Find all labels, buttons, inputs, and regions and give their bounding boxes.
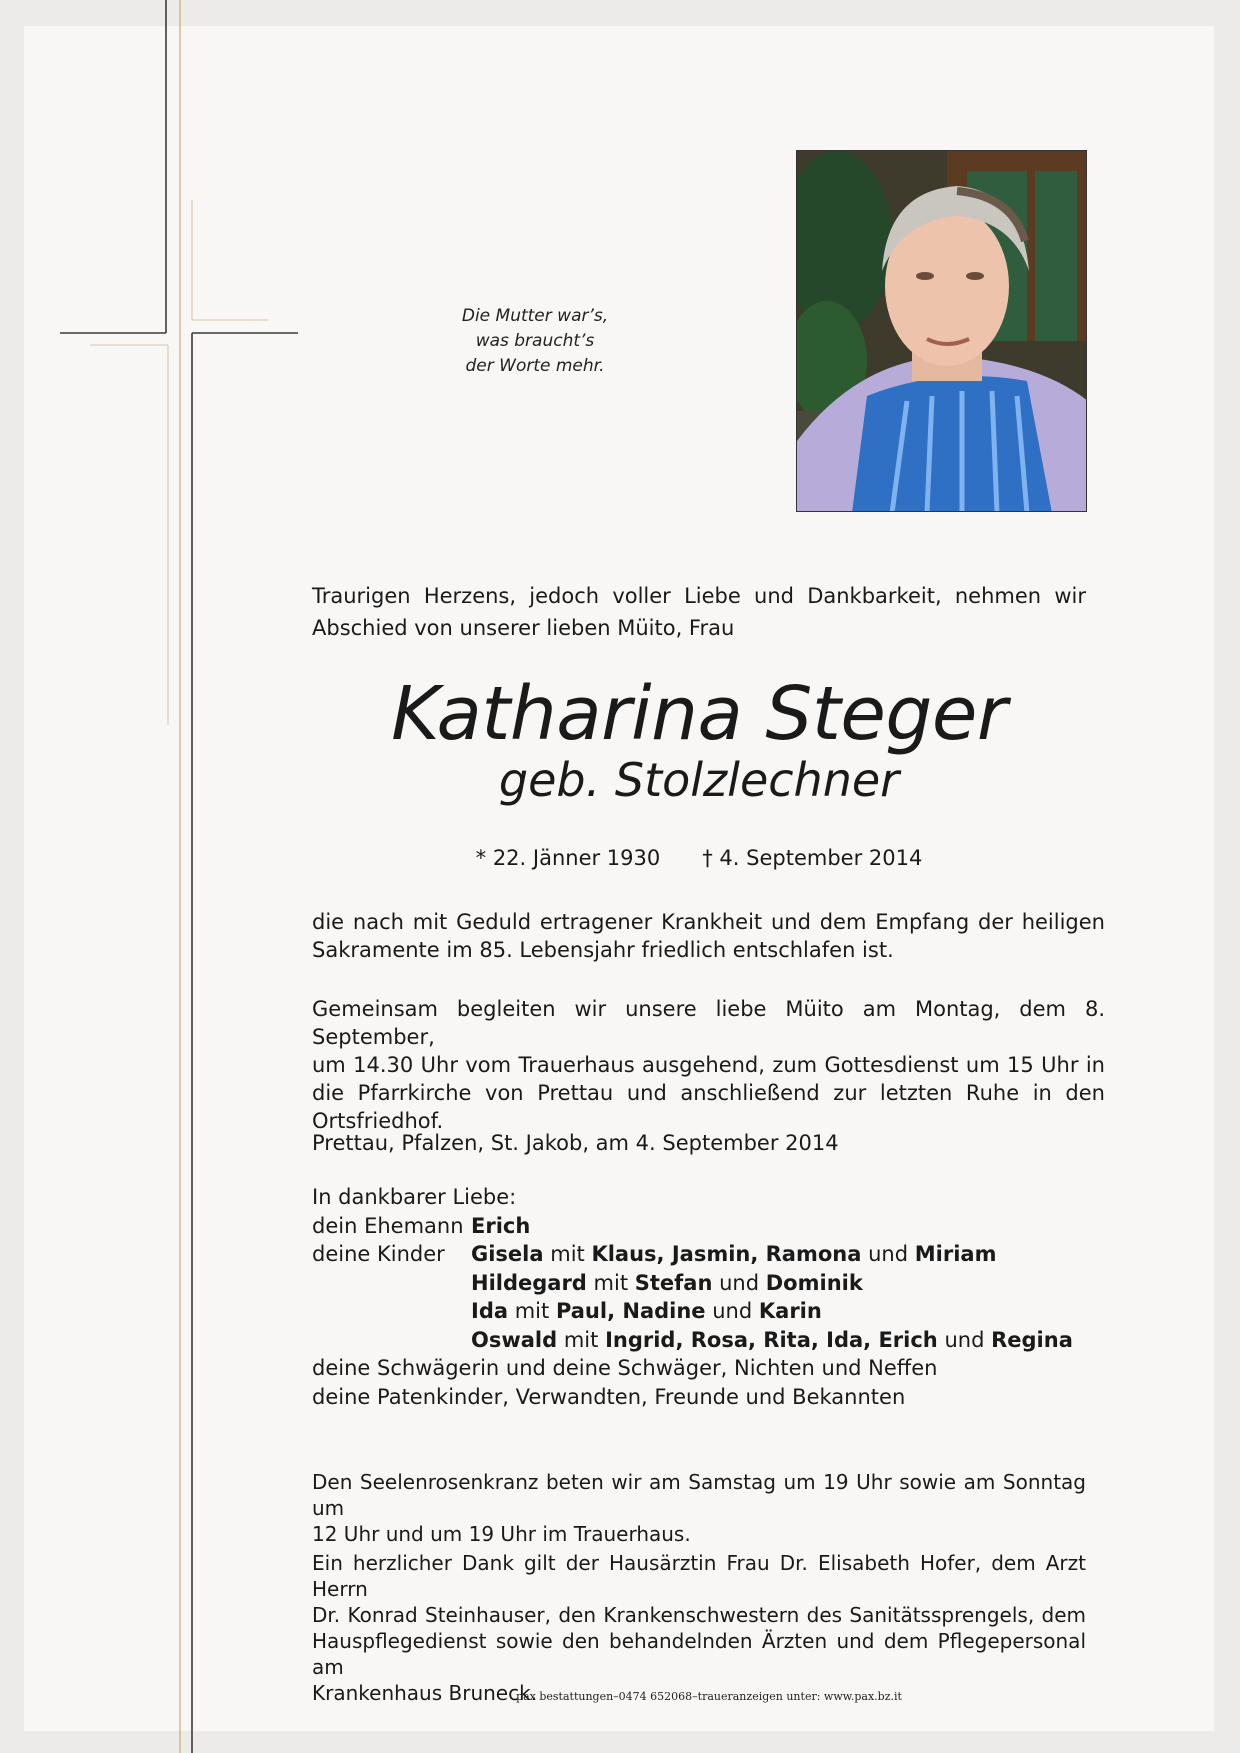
grandchildren-names: Klaus, Jasmin, Ramona <box>591 1242 862 1266</box>
family-row-inlaws: deine Schwägerin und deine Schwäger, Nichten und Neffen <box>312 1356 938 1380</box>
quote-line: der Worte mehr. <box>465 356 605 376</box>
connector-word: mit <box>593 1270 629 1295</box>
cross-icon <box>0 0 320 1753</box>
funeral-paragraph <box>312 995 1105 1135</box>
paragraph-line: die nach mit Geduld ertragener Krankheit und dem Empfang der heiligen <box>312 910 1105 934</box>
footer-contact: pax bestattungen–0474 652068–traueranzeigen unter: www.pax.bz.it <box>516 1690 902 1703</box>
family-heading: In dankbarer Liebe: <box>312 1185 517 1209</box>
child-name: Gisela <box>471 1242 544 1266</box>
death-date: † 4. September 2014 <box>702 846 923 870</box>
family-list <box>312 1183 1073 1411</box>
paragraph-line: Sakramente im 85. Lebensjahr friedlich entschlafen ist. <box>312 938 894 962</box>
memorial-quote <box>420 304 650 379</box>
children-label: deine Kinder <box>312 1242 445 1266</box>
grandchildren-names: Ingrid, Rosa, Rita, Ida, Erich <box>605 1327 938 1352</box>
grandchildren-names: Paul, Nadine <box>555 1299 706 1323</box>
connector-word: und <box>944 1327 985 1352</box>
grandchildren-names: Stefan <box>634 1270 713 1295</box>
family-row-child <box>312 1269 1073 1298</box>
maiden-name: geb. Stolzlechner <box>498 753 900 807</box>
quote-line: Die Mutter war’s, <box>461 306 609 326</box>
child-name: Hildegard <box>471 1270 587 1295</box>
family-row-child <box>312 1240 1073 1269</box>
thanks-paragraph <box>312 1550 1086 1706</box>
paragraph-line: Hauspflegedienst sowie den behandelnden Ärzten und dem Pflegepersonal am <box>312 1629 1086 1679</box>
grandchild-name: Dominik <box>765 1270 863 1295</box>
place-date: Prettau, Pfalzen, St. Jakob, am 4. September 2014 <box>312 1131 839 1155</box>
rosary-paragraph <box>312 1469 1086 1547</box>
paragraph-line: Ortsfriedhof. <box>312 1109 444 1133</box>
paragraph-line: Dr. Konrad Steinhauser, den Krankenschwestern des Sanitätssprengels, dem <box>312 1603 1086 1627</box>
connector-word: und <box>868 1242 909 1266</box>
connector-word: und <box>712 1299 753 1323</box>
deceased-name: Katharina Steger <box>391 671 1007 757</box>
connector-word: mit <box>550 1242 585 1266</box>
intro-text <box>312 580 1086 644</box>
intro-line: Traurigen Herzens, jedoch voller Liebe und Dankbarkeit, nehmen wir <box>312 584 1086 608</box>
life-dates <box>312 843 1086 873</box>
paragraph-line: die Pfarrkirche von Prettau und anschließend zur letzten Ruhe in den <box>312 1081 1105 1105</box>
portrait-photo <box>796 150 1087 512</box>
birth-date: * 22. Jänner 1930 <box>475 846 661 870</box>
connector-word: mit <box>514 1299 550 1323</box>
paragraph-line: um 14.30 Uhr vom Trauerhaus ausgehend, zum Gottesdienst um 15 Uhr in <box>312 1053 1105 1077</box>
child-name: Ida <box>471 1299 509 1323</box>
family-row-child <box>312 1297 1073 1326</box>
grandchild-name: Regina <box>991 1327 1073 1352</box>
family-row-husband <box>312 1212 1073 1241</box>
passing-paragraph <box>312 908 1105 964</box>
paragraph-line: Den Seelenrosenkranz beten wir am Samstag um 19 Uhr sowie am Sonntag um <box>312 1470 1086 1520</box>
intro-line: Abschied von unserer lieben Müito, Frau <box>312 616 735 640</box>
paragraph-line: Gemeinsam begleiten wir unsere liebe Müito am Montag, dem 8. September, <box>312 997 1105 1049</box>
quote-line: was braucht’s <box>475 331 595 351</box>
connector-word: und <box>719 1270 760 1295</box>
paragraph-line: Krankenhaus Bruneck. <box>312 1681 538 1705</box>
husband-label: dein Ehemann <box>312 1213 464 1238</box>
paragraph-line: Ein herzlicher Dank gilt der Hausärztin Frau Dr. Elisabeth Hofer, dem Arzt Herrn <box>312 1551 1086 1601</box>
family-row-godchildren: deine Patenkinder, Verwandten, Freunde und Bekannten <box>312 1384 906 1409</box>
child-name: Oswald <box>471 1327 558 1352</box>
grandchild-name: Karin <box>758 1299 822 1323</box>
husband-name: Erich <box>471 1213 531 1238</box>
connector-word: mit <box>563 1327 599 1352</box>
grandchild-name: Miriam <box>914 1242 997 1266</box>
paragraph-line: 12 Uhr und um 19 Uhr im Trauerhaus. <box>312 1522 691 1546</box>
portrait-photo-icon <box>797 151 1087 512</box>
family-row-child <box>312 1326 1073 1355</box>
